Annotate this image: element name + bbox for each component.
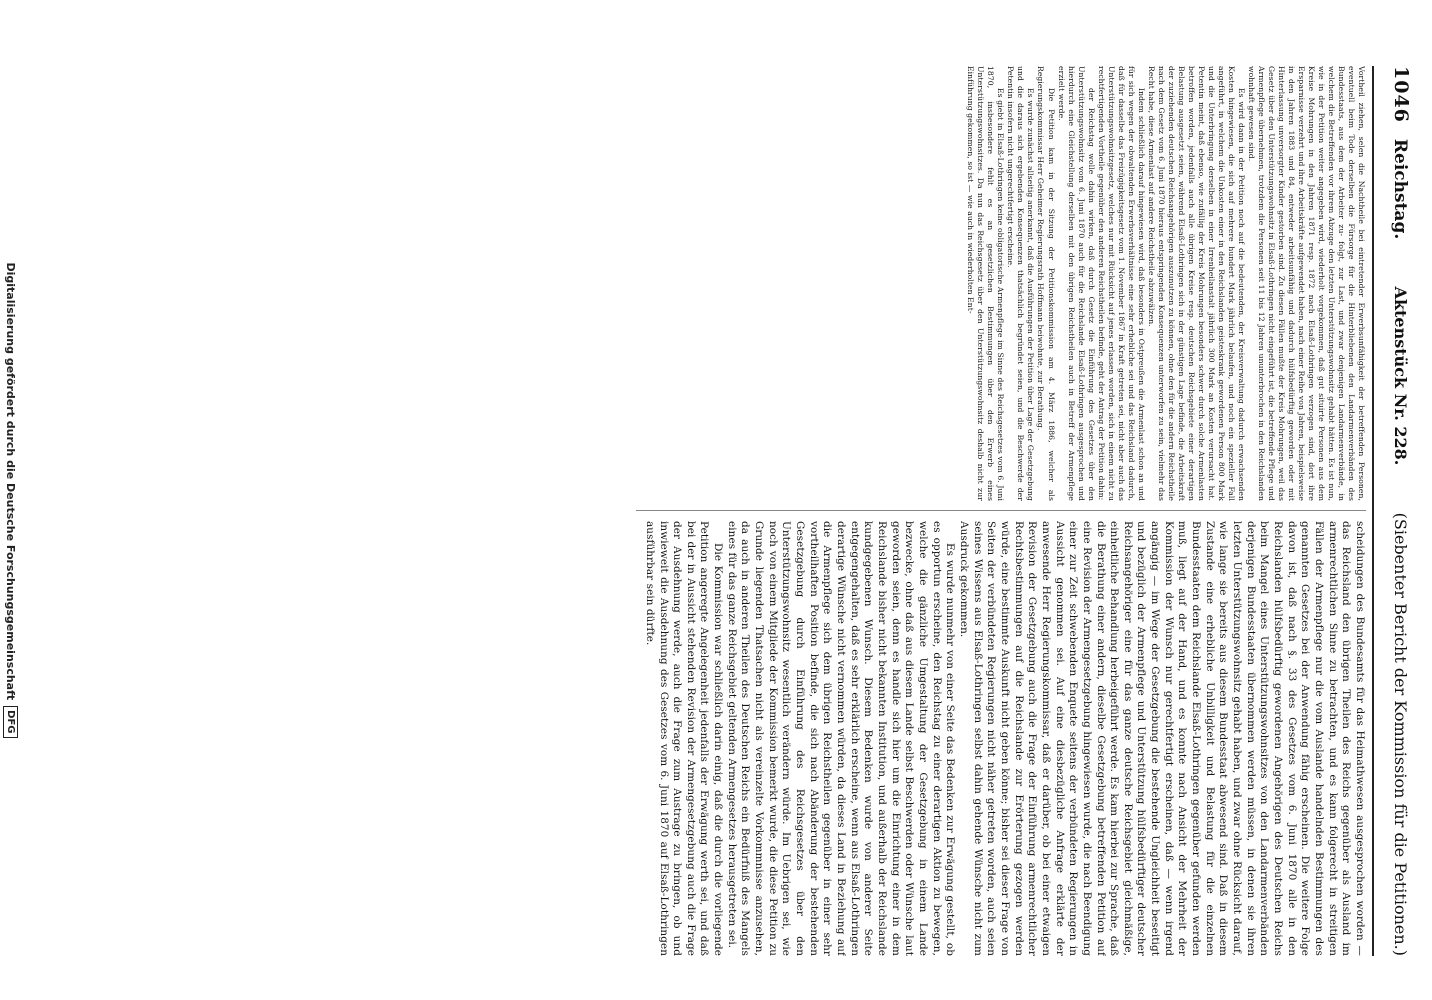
header-center-title: Aktenstück Nr. 228.	[1391, 286, 1410, 466]
left-column	[948, 66, 1366, 501]
left-paragraph-4: der Reichstag wolle dahin wirken, daß durch Gesetz die Einführung des Gesetzes über den Unterstützungswohnsitz vom 6. Juni 1870 auch für die Reichslande Elsaß-Lothringen ausgesprochen und hierdurch eine Gleichstellung derselben mit den übrigen Reichstheilen auch in Betreff der Armenpflege erzielt werde.	[1056, 66, 1096, 501]
column-divider	[636, 510, 1366, 511]
left-paragraph-1: Vortheil ziehen, selen die Nachtheile bei eintretender Erwerbsunfähigkeit der betreffenden Personen, eventuell beim Tode derselben die Fürsorge für die Hinterbliebenen den Landarmenverbänden des Bundesstaats, aus dem der Arbeiter zu- folgt, zur Last, und zwar denjenigen Landarmenverbände, in welchem die Betreffenden vor ihrem Abzuge den letzten Unterstützungswohnsitz gehabt hätten. Es ist nun, wie in der Petition weiter angegeben wird, wiederholt vorgekommen, daß gut situirte Personen aus dem Kreise Mohrungen in den Jahren 1871 resp. 1872 nach Elsaß-Lothringen verzogen sind, dort ihre Ersparnisse verzehrt und ihre Arbeitskräfte aufgewendet haben, nach einer Reihe von Jahren, beispielsweise in den Jahren 1883 und 84, entweder arbeitsunfähig und dadurch hülfsbedürftig geworden oder mit Hinterlassung unversorgter Kinder gestorben sind. Zu diesen Fällen mußte der Kreis Mohrungen, weil das Gesetz über den Unterstützungswohnsitz in Elsaß-Lothringen nicht eingeführt ist, die betreffende Pflege und Armenpflege übernehmen, trotzdem die Personen seit 11 bis 12 Jahren ununterbrochen in den Reichslanden wohnhaft gewesen sind.	[1246, 66, 1366, 501]
dfg-logo: DFG	[3, 706, 18, 737]
right-paragraph-1: scheidungen des Bundesamts für das Heimathwesen ausgesprochen worden — das Reichsland den übrigen Theilen des Reichs gegenüber als Ausland im armenrechtlichen Sinne zu betrachten, und es kann folgerecht in streitigen Fällen der Armenpflege nur die vom Auslande handelnden Bestimmungen des genannten Gesetzes bei der Anwendung fähig erscheinen. Die weitere Folge davon ist, daß nach §. 33 des Gesetzes vom 6. Juni 1870 alle in den Reichslanden hülfsbedürftig gewordenen Angehörigen des Deutschen Reichs beim Mangel eines Unterstützungswohnsitzes von den Landarmenverbänden derjenigen Bundesstaaten übernommen werden müssen, in denen sie ihren letzten Unterstützungswohnsitz gehabt haben, und zwar ohne Rücksicht darauf, wie lange sie bereits aus diesem Bundesstaat abwesend sind. Daß in diesem Zustande eine erhebliche Unbilligkeit und Belastung für die einzelnen Bundesstaaten dem Reichslande Elsaß-Lothringen gegenüber gefunden werden muß, liegt auf der Hand, und es konnte nach Ansicht der Mehrheit der Kommission der Wunsch nur gerechtfertigt erscheinen, daß — wenn irgend angängig — im Wege der Gesetzgebung die bestehende Ungleichheit beseitigt und bezüglich der Armenpflege und Unterstützung hülfsbedürftiger deutscher Reichsangehöriger eine für das ganze deutsche Reichsgebiet gleichmäßige, einheitliche Behandlung herbeigeführt werde. Es kam hierbei zur Sprache, daß die Berathung einer andern, dieselbe Gesetzgebung betreffenden Petition auf eine Revision der Armengesetzgebung hingewiesen wurde, die nach Beendigung einer zur Zeit schwebenden Enquete seitens der verbündeten Regierungen in Aussicht genommen sei. Auf eine diesbezügliche Anfrage erklärte der anwesende Herr Regierungskommissar, daß er darüber, ob bei einer etwaigen Revision der Gesetzgebung auch die Frage der Einführung armenrechtlicher Rechtsbestimmungen auf die Reichslande zur Erörterung gezogen werden würde, eine bestimmte Auskunft nicht geben könne; bisher sei dieser Frage von Seiten der verbündeten Regierungen nicht näher getreten worden, auch seien seines Wissens aus Elsaß-Lothringen selbst dahin gehende Wünsche nicht zum Ausdruck gekommen.	[957, 521, 1366, 956]
left-paragraph-7: Es giebt in Elsaß-Lothringen keine obligatorische Armenpflege im Sinne des Reichsgesetzes vom 6. Juni 1870, insbesondere fehlt es an gesetzlichen Bestimmungen über den Erwerb eines Unterstützungswohnsitzes. Da nun das Reichsgesetz über den Unterstützungswohnsitz deshalb nicht zur Einführung gekommen, so ist — wie auch in wiederholten Ent-	[966, 66, 1006, 501]
digitization-note: Digitalisierung gefördert durch die Deutsche Forschungsgemeinschaft	[4, 262, 17, 701]
right-paragraph-3: Die Kommission war schließlich darin einig, daß die durch die vorliegende Petition angeregte Angelegenheit jedenfalls der Erwägung werth sei, und daß bei der in Aussicht stehenden Revision der Armengesetzgebung auch die Frage der Ausdehnung werde, auch die Frage zum Austrage zu bringen, ob und inwieweit die Ausdehnung des Gesetzes vom 6. Juni 1870 auf Elsaß-Lothringen ausführbar sein dürfte.	[643, 521, 725, 956]
left-paragraph-3: Indem schließlich darauf hingewiesen wird, daß besonders in Ostpreußen die Armenlast schon an und für sich wegen der obwaltenden Erwerbsverhältnisse eine sehr erhebliche sei und das Reichsland dadurch, daß für dasselbe das Freizügigkeitsgesetz vom 1. November 1867 in Kraft getreten sei, nicht aber auch das Unterstützungswohnsitzgesetz, welches nur mit Rücksicht auf jenes erlassen worden, sich in einem nicht zu rechtfertigenden Vortheile gegenüber den anderen Reichstheilen befinde, geht der Antrag der Petition dahin:	[1096, 66, 1146, 501]
page-header	[1378, 66, 1412, 956]
left-paragraph-5: Die Petition kam in der Sitzung der Petitionskommission am 4. März 1886, welcher als Regierungskommissar Herr Geheimer Regierungsrath Hoffmann beiwohnte, zur Berathung.	[1036, 66, 1056, 501]
left-paragraph-6: Es wurde zunächst allseitig anerkannt, daß die Ausführungen der Petition über Lage der Gesetzgebung und die daraus sich ergebenden Konsequenzen thatsächlich begründet seien, und die Beschwerde der Petentin insofern nicht ungerechtfertigt erscheine.	[1006, 66, 1036, 501]
header-right-title: (Siebenter Bericht der Kommission für die Petitionen.)	[1391, 512, 1410, 956]
right-paragraph-2: Es wurde nunmehr von einer Seite das Bedenken zur Erwägung gestellt, ob es opportun erscheine, den Reichstag zu einer derartigen Aktion zu bewegen, welche die gänzliche Umgestaltung der Gesetzgebung in einem Lande bezwecke, ohne daß aus diesem Lande selbst Beschwerden oder Wünsche laut geworden seien, denn es handle sich hier um die Einrichtung einer in dem Reichslande bisher nicht bekannten Institution, und außerhalb der Reichslande kundgegebenen Wunsch. Diesem Bedenken wurde von anderer Seite entgegengehalten, daß es sehr erklärlich erscheine, wenn aus Elsaß-Lothringen derartige Wünsche nicht vernommen würden, da dieses Land in Beziehung auf die Armenpflege sich dem übrigen Reichstheilen gegenüber in einer sehr vortheilhaften Position befinde, die sich nach Abänderung der bestehenden Gesetzgebung durch Einführung des Reichsgesetzes über den Unterstützungswohnsitz wesentlich verändern würde. Im Uebrigen sei, wie noch von einem Mitgliede der Kommission bemerkt wurde, die diese Petition zu Grunde liegenden Thatsachen nicht als vereinzelte Vorkommnisse anzusehen, da auch in anderen Theilen des Deutschen Reichs ein Bedürfniß des Mangels eines für das ganze Reichsgebiet geltenden Armengesetzes herausgetreten sei.	[725, 521, 957, 956]
header-left-title: Reichstag.	[1390, 138, 1410, 240]
right-column	[636, 521, 1366, 956]
header-rule	[1372, 66, 1374, 956]
page-footer	[0, 0, 24, 1000]
page-number: 1046	[1390, 66, 1412, 123]
left-paragraph-2: Es wird dann in der Petition noch auf die bedeutenden, der Kreisverwaltung dadurch erwachsenden Kosten hingewiesen, die sich auf mehrere hundert Mark jährlich belaufen, und noch ein spezieller Fall angeführt, in welchem die Unkosten einer in den Reichslanden geisteskrank gewordenen Person 800 Mark und die Unterbringung derselben in einer Irrenheilanstalt jährlich 300 Mark an Kosten verursacht hat. Petentin meint, daß ebenso, wie zufällig der Kreis Mohrungen besonders schwer durch solche Armenlasten betroffen worden, jedenfalls auch alle übrigen Kreise resp. deutschen Reichsgebiete einer derartigen Belastung ausgesetzt seien, während Elsaß-Lothringen sich in der günstigen Lage befinde, die Arbeitskraft der zuziehenden deutschen Reichsangehörigen auszunutzen zu können, ohne den für die andern Reichstheile nach dem Gesetz vom 6. Juni 1870 hieraus entspringenden Konsequenzen unterworfen zu sein, vielmehr das Recht habe, diese Armenlast auf andere Reichstheile abzuwälzen.	[1146, 66, 1246, 501]
